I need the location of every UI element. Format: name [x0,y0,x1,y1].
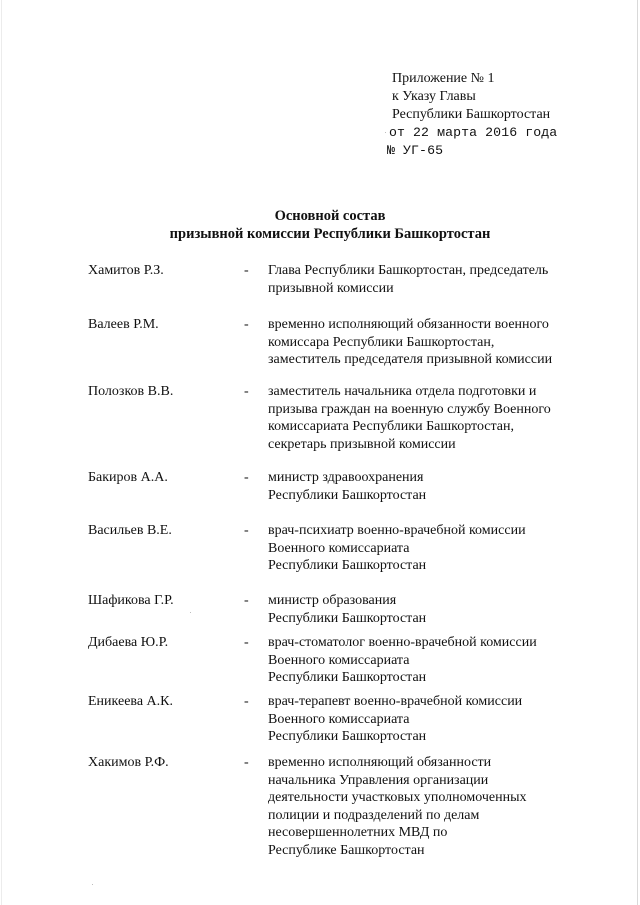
scan-edge-right [637,0,638,905]
member-name: Дибаева Ю.Р. [88,635,169,650]
member-name: Бакиров А.А. [88,470,168,485]
role-line: секретарь призывной комиссии [268,436,456,452]
appendix-number: Приложение № 1 [392,71,495,86]
member-name: Васильев В.Е. [88,523,172,538]
role-line: Глава Республики Башкортостан, председатель [268,263,549,278]
role-line: начальника Управления организации [268,772,489,788]
appendix-date: от 22 марта 2016 года [389,125,558,140]
member-role [268,522,608,575]
member-name: Хамитов Р.З. [88,263,164,278]
role-line: врач-стоматолог военно-врачебной комиссии [268,635,537,650]
appendix-republic: Республики Башкортостан [392,107,551,122]
scan-speck [190,612,191,613]
member-separator: - [244,470,249,485]
role-line: комиссара Республики Башкортостан, [268,334,495,350]
role-line: Республики Башкортостан [268,610,427,626]
role-line: Республике Башкортостан [268,842,425,858]
role-line: несовершеннолетних МВД по [268,825,448,840]
role-line: заместитель председателя призывной комиссии [268,352,553,367]
member-name: Полозков В.В. [88,384,174,399]
member-name: Валеев Р.М. [88,317,159,332]
role-line: деятельности участковых уполномоченных [268,790,527,805]
role-line: временно исполняющий обязанности военного [268,317,549,332]
role-line: Республики Башкортостан [268,558,427,573]
member-name: Еникеева А.К. [88,694,174,709]
role-line: Военного комиссариата [268,540,410,556]
member-separator: - [244,523,249,538]
member-role [268,592,608,627]
title-line-2: призывной комиссии Республики Башкортостан [169,226,491,242]
member-role [268,316,608,369]
role-line: комиссариата Республики Башкортостан, [268,419,514,434]
role-line: министр здравоохранения [268,470,424,485]
role-line: врач-психиатр военно-врачебной комиссии [268,523,526,538]
member-separator: - [244,317,249,332]
member-name: Шафикова Г.Р. [88,593,174,608]
role-line: врач-терапевт военно-врачебной комиссии [268,694,523,709]
member-name: Хакимов Р.Ф. [88,755,169,770]
role-line: Республики Башкортостан [268,487,427,503]
role-line: Республики Башкортостан [268,729,427,744]
member-separator: - [244,263,249,278]
member-role [268,754,608,859]
role-line: министр образования [268,593,397,608]
member-separator: - [244,384,249,399]
scan-speck [385,132,386,133]
role-line: призывной комиссии [268,280,394,296]
role-line: Республики Башкортостан [268,670,427,685]
member-role [268,693,608,746]
appendix-decree-ref: к Указу Главы [392,89,476,104]
appendix-header [387,70,622,160]
member-role [268,262,608,297]
member-separator: - [244,593,249,608]
scan-edge-left [1,0,2,905]
member-role [268,383,608,453]
member-separator: - [244,755,249,770]
role-line: призыва граждан на военную службу Военного [268,401,551,417]
role-line: заместитель начальника отдела подготовки и [268,384,537,399]
member-separator: - [244,635,249,650]
role-line: Военного комиссариата [268,652,410,668]
member-separator: - [244,694,249,709]
scan-speck [92,884,93,885]
appendix-decree-number: № УГ-65 [387,143,444,158]
member-role [268,634,608,687]
document-title [110,207,550,243]
role-line: временно исполняющий обязанности [268,755,492,770]
role-line: Военного комиссариата [268,711,410,727]
role-line: полиции и подразделений по делам [268,807,480,823]
title-line-1: Основной состав [274,208,386,224]
member-role [268,469,608,504]
